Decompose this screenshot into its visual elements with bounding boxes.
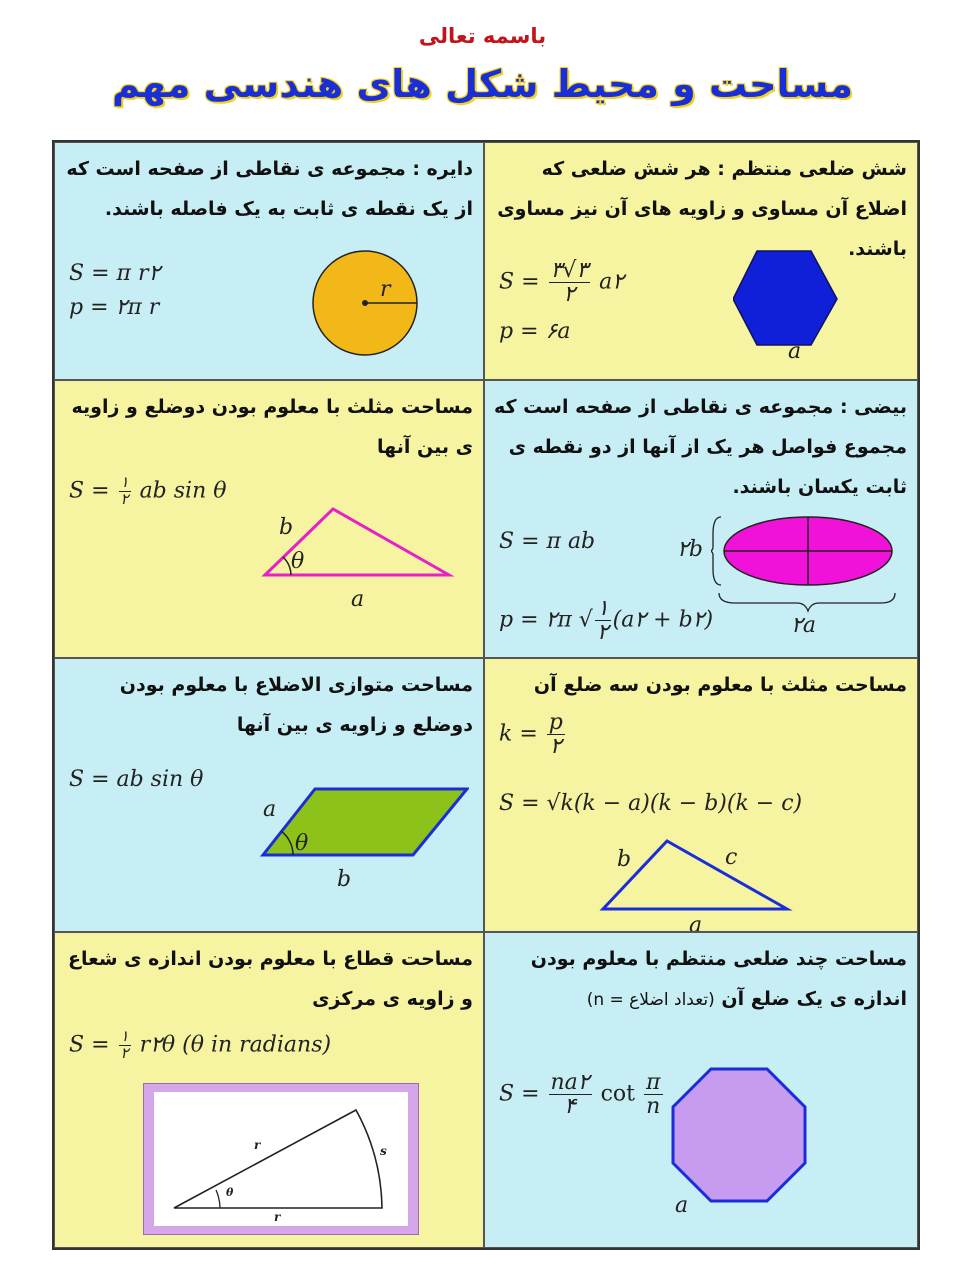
polygon-side-label: a bbox=[675, 1193, 689, 1218]
polygon-area-den: ۴ bbox=[564, 1094, 576, 1120]
polygon-area-formula bbox=[499, 1071, 665, 1118]
cell-ellipse bbox=[484, 380, 918, 658]
sector-area-den: ۲ bbox=[120, 1043, 129, 1062]
hexagon-area-formula bbox=[499, 259, 624, 306]
sector-angle-arc bbox=[216, 1190, 220, 1208]
sector-area-formula bbox=[69, 1029, 331, 1062]
triangle-sss-k-den: ۲ bbox=[549, 734, 562, 760]
hexagon-area-prefix: S = bbox=[499, 269, 540, 295]
triangle-sss-a-label: a bbox=[689, 913, 703, 932]
triangle-sas-suffix: ab sin θ bbox=[139, 478, 227, 504]
triangle-sas-description: مساحت مثلث با معلوم بودن دوضلع و زاویه ی بین آنها bbox=[71, 396, 473, 458]
cell-sector bbox=[54, 932, 484, 1248]
circle-radius-label: r bbox=[380, 277, 391, 302]
polygon-description-text: مساحت چند ضلعی منتظم با معلوم بودن اندازه ی یک ضلع آن bbox=[530, 948, 907, 1010]
triangle-sas-prefix: S = bbox=[69, 478, 110, 504]
sector-theta-label: θ bbox=[226, 1186, 234, 1199]
polygon-area-prefix: S = bbox=[499, 1081, 540, 1107]
hexagon-perimeter-formula: p = ۶a bbox=[499, 319, 571, 344]
cell-circle bbox=[54, 142, 484, 380]
parallelogram-b-label: b bbox=[337, 867, 352, 892]
circle-shape bbox=[309, 247, 421, 359]
polygon-area-cot-num: π bbox=[646, 1070, 661, 1095]
triangle-sss-b-label: b bbox=[617, 847, 632, 872]
triangle-sas-den: ۲ bbox=[120, 489, 129, 508]
polygon-note: (تعداد اضلاع = n) bbox=[586, 990, 715, 1010]
triangle-sas-b-label: b bbox=[279, 515, 294, 540]
parallelogram-a-label: a bbox=[263, 797, 277, 822]
hexagon-area-num: ۳√۳ bbox=[550, 258, 589, 283]
hexagon-area-den: ۲ bbox=[563, 282, 576, 308]
circle-center-dot bbox=[362, 300, 368, 306]
polygon-area-cot: cot bbox=[600, 1081, 636, 1107]
polygon-shape bbox=[669, 1065, 809, 1205]
triangle-sss-k-prefix: k = bbox=[499, 721, 538, 747]
polygon-area-cot-den: n bbox=[646, 1094, 661, 1120]
ellipse-minor-brace bbox=[711, 517, 721, 585]
polygon-octagon bbox=[673, 1069, 805, 1201]
ellipse-perimeter-suffix: (a۲ + b۲) bbox=[612, 607, 714, 633]
ellipse-area-formula: S = π ab bbox=[499, 529, 596, 554]
sector-r2-label: r bbox=[274, 1210, 281, 1224]
triangle-sss-description: مساحت مثلث با معلوم بودن سه ضلع آن bbox=[533, 674, 907, 696]
triangle-sss-area-formula: S = √k(k − a)(k − b)(k − c) bbox=[499, 791, 803, 816]
triangle-sas-num: ۱ bbox=[120, 473, 129, 491]
ellipse-perimeter-den: ۲ bbox=[596, 620, 609, 646]
sector-area-prefix: S = bbox=[69, 1032, 110, 1058]
triangle-sas-angle-arc bbox=[283, 557, 291, 575]
polygon-area-num: na۲ bbox=[550, 1070, 590, 1095]
cell-parallelogram bbox=[54, 658, 484, 932]
hexagon-description: شش ضلعی منتظم : هر شش ضلعی که اضلاع آن مساوی و زاویه های آن نیز مساوی باشند. bbox=[497, 158, 907, 260]
ellipse-major-label: ۲a bbox=[791, 613, 816, 638]
hexagon-area-suffix: a۲ bbox=[599, 269, 625, 295]
sector-shape bbox=[154, 1092, 408, 1226]
formula-grid bbox=[52, 140, 920, 1250]
sector-area-suffix: r۲θ (θ in radians) bbox=[139, 1032, 332, 1058]
page-title: مساحت و محیط شکل های هندسی مهم bbox=[111, 62, 854, 106]
hexagon-polygon bbox=[733, 251, 837, 345]
sector-s-label: s bbox=[380, 1144, 387, 1158]
triangle-sas-theta-label: θ bbox=[291, 549, 305, 574]
cell-hexagon bbox=[484, 142, 918, 380]
sector-area-num: ۱ bbox=[120, 1027, 129, 1045]
cell-polygon bbox=[484, 932, 918, 1248]
ellipse-perimeter-num: ۱ bbox=[596, 596, 609, 621]
ellipse-minor-label: ۲b bbox=[677, 537, 703, 562]
ellipse-major-brace bbox=[719, 593, 895, 611]
cell-triangle-sas bbox=[54, 380, 484, 658]
triangle-sas-a-label: a bbox=[351, 587, 365, 612]
sector-r1-label: r bbox=[254, 1138, 261, 1152]
ellipse-description: بیضی : مجموعه ی نقاطی از صفحه است که مجموع فواصل هر یک از آنها از دو نقطه ی ثابت یکسان باشند. bbox=[493, 396, 907, 498]
sector-outline bbox=[174, 1110, 382, 1208]
parallelogram-body bbox=[263, 789, 467, 855]
header-top-line: باسمه تعالی bbox=[418, 24, 547, 48]
circle-area-formula: S = π r۲ bbox=[69, 261, 161, 286]
triangle-sss-c-label: c bbox=[725, 845, 738, 870]
parallelogram-area-formula: S = ab sin θ bbox=[69, 767, 204, 792]
triangle-sss-k-formula bbox=[499, 711, 567, 758]
circle-description: دایره : مجموعه ی نقاطی از صفحه است که از یک نقطه ی ثابت به یک فاصله باشند. bbox=[66, 158, 473, 220]
polygon-description bbox=[492, 939, 907, 1020]
parallelogram-description: مساحت متوازی الاضلاع با معلوم بودن دوضلع و زاویه ی بین آنها bbox=[119, 674, 473, 736]
ellipse-perimeter-formula: p = ۲π √ $\frac{۱}{۲}$ (a۲ + b۲) bbox=[499, 596, 714, 646]
sector-frame bbox=[143, 1083, 419, 1235]
triangle-sas-area-formula bbox=[69, 475, 227, 508]
parallelogram-theta-label: θ bbox=[295, 831, 309, 856]
ellipse-perimeter-prefix: p = ۲π bbox=[499, 607, 572, 633]
cell-triangle-sss bbox=[484, 658, 918, 932]
parallelogram-shape bbox=[259, 785, 469, 861]
triangle-sss-k-num: p bbox=[548, 710, 563, 735]
hexagon-side-label: a bbox=[788, 339, 802, 364]
sector-canvas bbox=[154, 1092, 408, 1226]
sector-description: مساحت قطاع با معلوم بودن اندازه ی شعاع و زاویه ی مرکزی bbox=[68, 948, 473, 1010]
circle-perimeter-formula: p = ۲π r bbox=[69, 295, 160, 320]
